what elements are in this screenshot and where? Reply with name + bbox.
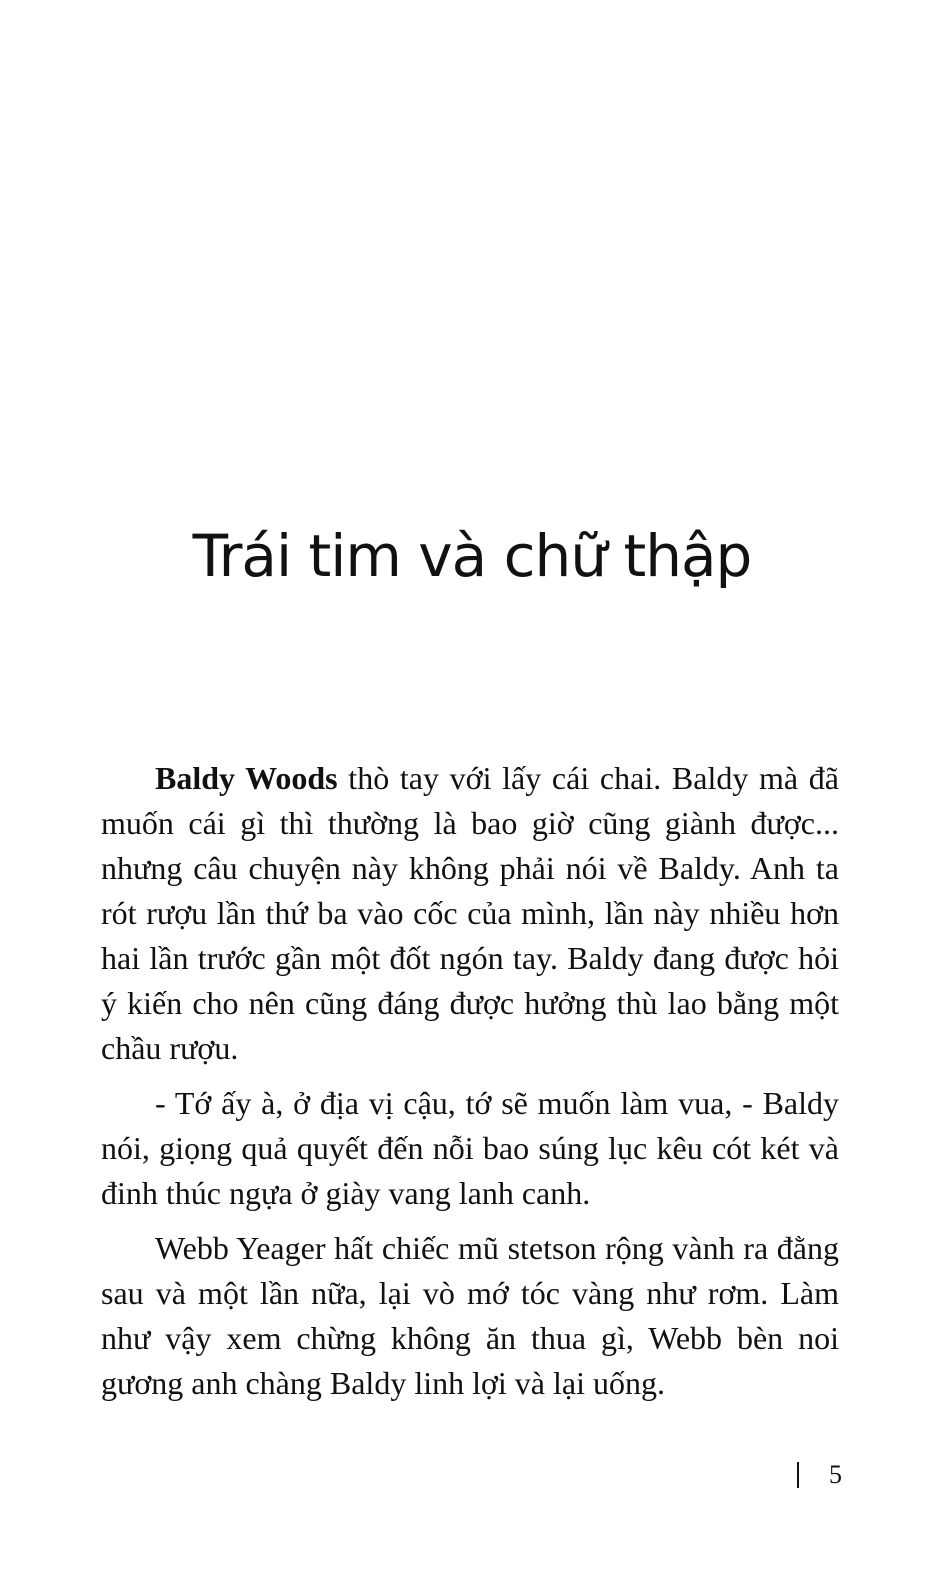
body-text (101, 756, 839, 1416)
paragraph-1-text: thò tay với lấy cái chai. Baldy mà đã muốn cái gì thì thường là bao giờ cũng giành được... nhưng câu chuyện này không phải nói về Baldy. Anh ta rót rượu lần thứ ba vào cốc của mình, lần này nhiều hơn hai lần trước gần một đốt ngón tay. Baldy đang được hỏi ý kiến cho nên cũng đáng được hưởng thù lao bằng một chầu rượu. (101, 760, 840, 1066)
page-footer (797, 1460, 842, 1490)
character-name: Baldy Woods (155, 760, 338, 796)
page-number: 5 (829, 1460, 842, 1489)
paragraph-3: Webb Yeager hất chiếc mũ stetson rộng vành ra đằng sau và một lần nữa, lại vò mớ tóc vàng như rơm. Làm như vậy xem chừng không ăn thua gì, Webb bèn noi gương anh chàng Baldy linh lợi và lại uống. (101, 1230, 839, 1401)
chapter-title: Trái tim và chữ thập (192, 522, 752, 590)
paragraph-1 (101, 756, 839, 1071)
folio-rule (797, 1462, 799, 1488)
paragraph-2: - Tớ ấy à, ở địa vị cậu, tớ sẽ muốn làm vua, - Baldy nói, giọng quả quyết đến nỗi bao súng lục kêu cót két và đinh thúc ngựa ở giày vang lanh canh. (101, 1085, 839, 1211)
